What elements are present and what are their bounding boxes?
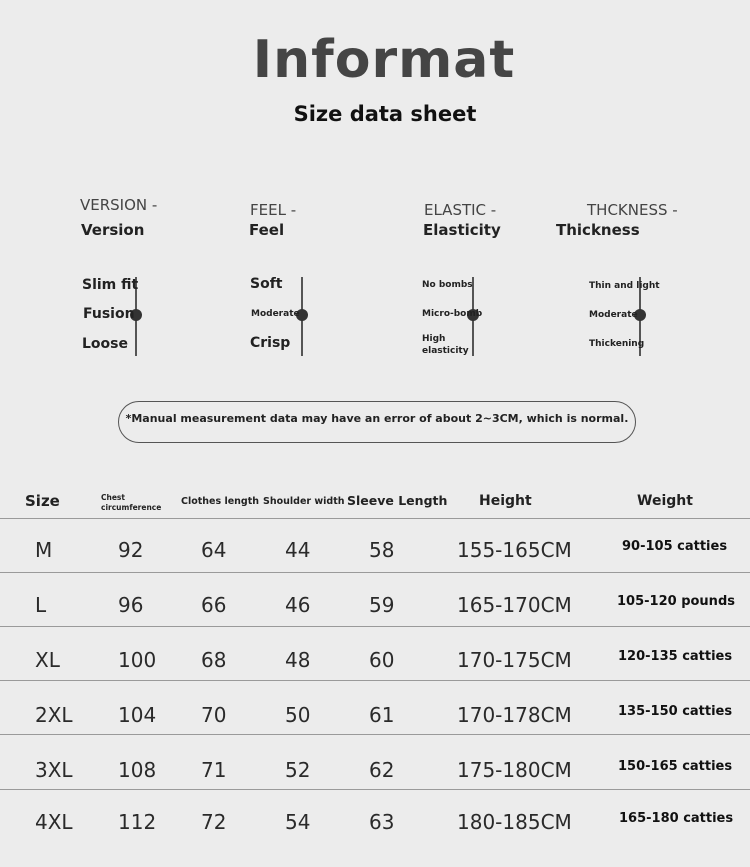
table-row-3xl-sleeve: 62 [369,758,395,782]
table-row-m-shoulder: 44 [285,538,311,562]
version-english-label: VERSION - [80,196,158,214]
table-divider [0,572,750,573]
table-row-xl-sleeve: 60 [369,648,395,672]
thickness-label: Thickness [556,221,640,239]
table-divider [0,626,750,627]
table-divider [0,680,750,681]
table-row-l-sleeve: 59 [369,593,395,617]
page-title: Informat [252,30,516,90]
thickness-english-label: THCKNESS - [587,201,678,219]
table-row-2xl-size: 2XL [35,703,73,727]
elasticity-label: Elasticity [423,221,501,239]
thickness-option-thin: Thin and light [589,281,660,291]
table-row-l-height: 165-170CM [457,593,572,617]
version-option-loose: Loose [82,336,128,352]
table-row-4xl-shoulder: 54 [285,810,311,834]
table-row-4xl-length: 72 [201,810,227,834]
header-weight: Weight [637,493,693,509]
table-divider [0,789,750,790]
table-row-l-length: 66 [201,593,227,617]
header-clothes-length: Clothes length [181,496,260,507]
table-divider [0,518,750,519]
table-row-4xl-sleeve: 63 [369,810,395,834]
table-divider [0,734,750,735]
table-row-4xl-weight: 165-180 catties [619,811,734,826]
thickness-option-moderate: Moderate [589,310,638,320]
table-row-l-chest: 96 [118,593,144,617]
table-row-2xl-weight: 135-150 catties [618,704,733,719]
elasticity-option-no-bombs: No bombs [422,280,473,290]
table-row-3xl-length: 71 [201,758,227,782]
notice-text: *Manual measurement data may have an error of about 2~3CM, which is normal. [125,412,629,425]
table-row-3xl-height: 175-180CM [457,758,572,782]
table-row-2xl-shoulder: 50 [285,703,311,727]
table-row-4xl-chest: 112 [118,810,157,834]
version-label: Version [81,221,145,239]
table-row-m-size: M [35,538,53,562]
table-row-3xl-size: 3XL [35,758,73,782]
table-row-xl-chest: 100 [118,648,157,672]
header-size: Size [25,492,60,510]
table-row-m-chest: 92 [118,538,144,562]
table-row-l-weight: 105-120 pounds [617,594,735,609]
page-subtitle: Size data sheet [293,102,477,126]
table-row-l-size: L [35,593,47,617]
table-row-m-height: 155-165CM [457,538,572,562]
header-sleeve-length: Sleeve Length [347,493,448,508]
feel-option-soft: Soft [250,276,283,292]
table-row-xl-size: XL [35,648,60,672]
table-row-2xl-height: 170-178CM [457,703,572,727]
header-shoulder-width: Shoulder width [263,496,345,507]
header-chest-circumference: Chest circumference [101,493,162,512]
elasticity-option-micro-bomb: Micro-bomb [422,309,483,319]
version-option-slim-fit: Slim fit [82,277,139,293]
table-row-2xl-length: 70 [201,703,227,727]
feel-option-crisp: Crisp [250,335,291,351]
table-row-3xl-shoulder: 52 [285,758,311,782]
table-row-3xl-weight: 150-165 catties [618,759,733,774]
table-row-m-sleeve: 58 [369,538,395,562]
table-row-3xl-chest: 108 [118,758,157,782]
table-row-m-weight: 90-105 catties [622,539,728,554]
feel-option-moderate: Moderate [251,309,300,319]
elasticity-option-high: High elasticity [422,334,469,356]
header-height: Height [479,493,532,509]
table-row-4xl-size: 4XL [35,810,73,834]
table-row-m-length: 64 [201,538,227,562]
elastic-english-label: ELASTIC - [424,201,497,219]
table-row-2xl-chest: 104 [118,703,157,727]
table-row-xl-length: 68 [201,648,227,672]
table-row-xl-height: 170-175CM [457,648,572,672]
table-row-xl-shoulder: 48 [285,648,311,672]
feel-label: Feel [249,221,285,239]
table-row-4xl-height: 180-185CM [457,810,572,834]
version-option-fusion: Fusion [83,306,135,322]
thickness-option-thickening: Thickening [589,339,645,349]
table-row-l-shoulder: 46 [285,593,311,617]
table-row-2xl-sleeve: 61 [369,703,395,727]
table-row-xl-weight: 120-135 catties [618,649,733,664]
feel-english-label: FEEL - [250,201,297,219]
